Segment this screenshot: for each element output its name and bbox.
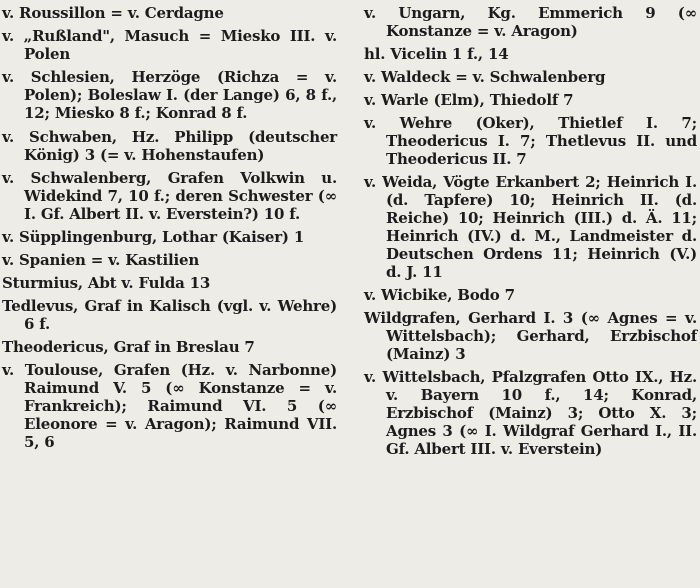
index-entry: v. Schwalenberg, Grafen Volkwin u. Widekind 7, 10 f.; deren Schwester (∞ I. Gf. Albert II. v. Everstein?) 10 f. — [2, 169, 337, 223]
index-entry: v. Warle (Elm), Thiedolf 7 — [364, 91, 574, 109]
index-entry: v. „Rußland", Masuch = Miesko III. v. Polen — [2, 27, 337, 63]
index-entry: v. Süpplingenburg, Lothar (Kaiser) 1 — [2, 228, 305, 246]
index-entry: Theodericus, Graf in Breslau 7 — [2, 338, 255, 356]
index-entry: v. Wittelsbach, Pfalzgrafen Otto IX., Hz. v. Bayern 10 f., 14; Konrad, Erzbischof (Mainz) 3; Otto X. 3; Agnes 3 (∞ I. Wildgraf Gerhard I., II. Gf. Albert III. v. Everstein) — [364, 368, 697, 458]
index-entry: v. Wicbike, Bodo 7 — [364, 286, 515, 304]
index-entry: v. Schwaben, Hz. Philipp (deutscher König) 3 (= v. Hohenstaufen) — [2, 128, 337, 164]
index-entry: v. Spanien = v. Kastilien — [2, 251, 200, 269]
index-entry: Wildgrafen, Gerhard I. 3 (∞ Agnes = v. Wittelsbach); Gerhard, Erzbischof (Mainz) 3 — [364, 309, 697, 363]
index-entry: v. Weida, Vögte Erkanbert 2; Heinrich I. (d. Tapfere) 10; Heinrich II. (d. Reiche) 10; Heinrich (III.) d. Ä. 11; Heinrich (IV.) d. M., Landmeister d. Deutschen Ordens 11; Heinrich (V.) d. J. 11 — [364, 173, 697, 281]
index-entry: v. Ungarn, Kg. Emmerich 9 (∞ Konstanze = v. Aragon) — [364, 4, 697, 40]
index-entry: v. Schlesien, Herzöge (Richza = v. Polen); Boleslaw I. (der Lange) 6, 8 f., 12; Miesko 8 f.; Konrad 8 f. — [2, 68, 337, 122]
left-column — [2, 4, 337, 456]
index-entry: v. Waldeck = v. Schwalenberg — [364, 68, 606, 86]
index-entry: Tedlevus, Graf in Kalisch (vgl. v. Wehre) 6 f. — [2, 297, 337, 333]
index-entry: v. Wehre (Oker), Thietlef I. 7; Theodericus I. 7; Thetlevus II. und Theodericus II. 7 — [364, 114, 697, 168]
index-entry: v. Toulouse, Grafen (Hz. v. Narbonne) Raimund V. 5 (∞ Konstanze = v. Frankreich); Raimund VI. 5 (∞ Eleonore = v. Aragon); Raimund VII. 5, 6 — [2, 361, 337, 451]
right-column — [364, 4, 697, 463]
index-entry: hl. Vicelin 1 f., 14 — [364, 45, 509, 63]
index-entry: Sturmius, Abt v. Fulda 13 — [2, 274, 211, 292]
index-entry: v. Roussillon = v. Cerdagne — [2, 4, 224, 22]
